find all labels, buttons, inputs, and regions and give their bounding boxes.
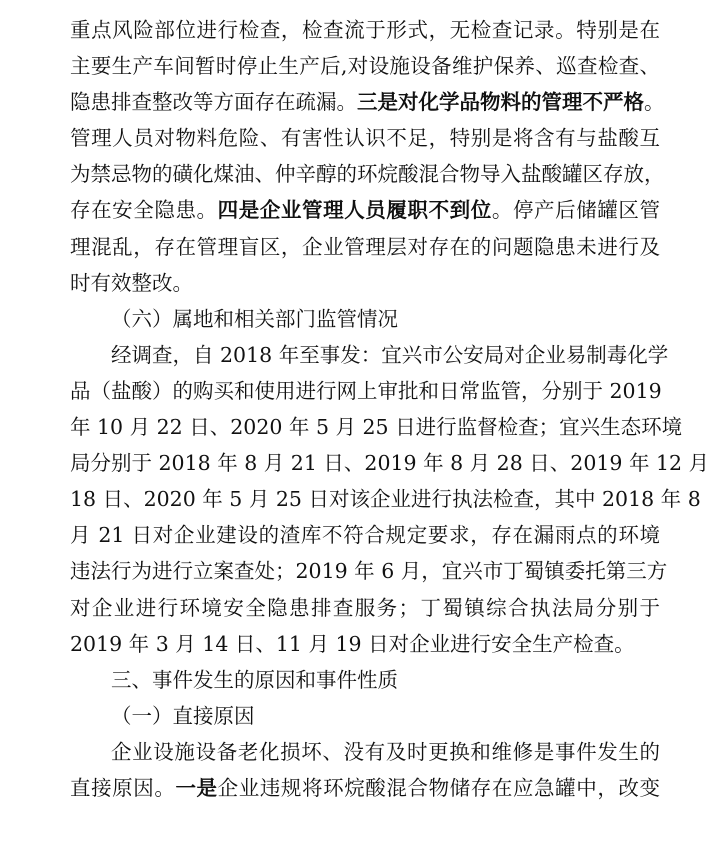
text-segment: 时有效整改。	[70, 270, 193, 295]
text-segment: 品（盐酸）的购买和使用进行网上审批和日常监管，分别于 2019	[70, 378, 662, 403]
text-line	[70, 373, 660, 409]
paragraph-supervision	[70, 337, 710, 662]
bold-point-three: 三是对化学品物料的管理不严格	[357, 90, 644, 115]
text-line	[70, 590, 660, 626]
text-segment: 局分别于 2018 年 8 月 21 日、2019 年 8 月 28 日、2019 年 12 月	[70, 451, 710, 476]
text-line	[70, 770, 660, 806]
section-heading-6	[70, 301, 660, 337]
text-segment: 存在安全隐患。	[70, 198, 218, 223]
bold-point-four: 四是企业管理人员履职不到位	[217, 198, 492, 223]
text-segment: 企业设施设备老化损坏、没有及时更换和维修是事件发生的	[111, 739, 660, 764]
text-segment: 三、事件发生的原因和事件性质	[111, 667, 398, 692]
text-segment: 。停产后储罐区管	[491, 198, 661, 223]
text-line	[70, 626, 660, 662]
text-segment: 经调查，自 2018 年至事发：宜兴市公安局对企业易制毒化学	[111, 342, 669, 367]
text-segment: 企业违规将环烷酸混合物储存在应急罐中，改变	[217, 775, 661, 800]
text-segment: 违法行为进行立案查处；2019 年 6 月，宜兴市丁蜀镇委托第三方	[70, 559, 668, 584]
text-segment: 直接原因。	[70, 775, 176, 800]
text-line	[70, 553, 668, 589]
paragraph-continued	[70, 12, 665, 301]
text-segment: 为禁忌物的磺化煤油、仲辛醇的环烷酸混合物导入盐酸罐区存放，	[70, 162, 665, 187]
text-line	[70, 734, 660, 770]
text-line	[70, 265, 660, 301]
bold-point-one: 一是	[175, 775, 218, 800]
text-line	[70, 409, 683, 445]
document-page	[70, 12, 710, 806]
text-line	[70, 12, 660, 48]
text-line	[70, 48, 660, 84]
text-segment: 月 21 日对企业建设的渣库不符合规定要求，存在漏雨点的环境	[70, 523, 660, 548]
text-line	[70, 337, 669, 373]
text-line	[70, 517, 660, 553]
text-line	[70, 156, 665, 192]
text-segment: 重点风险部位进行检查，检查流于形式，无检查记录。特别是在	[70, 18, 660, 42]
text-segment: 管理人员对物料危险、有害性认识不足，特别是将含有与盐酸互	[70, 126, 660, 151]
paragraph-direct-cause	[70, 734, 660, 806]
text-line	[70, 229, 660, 265]
text-segment: 。	[644, 90, 665, 115]
text-segment: 主要生产车间暂时停止生产后,对设施设备维护保养、巡查检查、	[70, 54, 660, 79]
text-line	[70, 84, 665, 120]
text-line	[70, 445, 710, 481]
text-segment: （六）属地和相关部门监管情况	[111, 306, 398, 331]
text-segment: （一）直接原因	[111, 703, 255, 728]
text-segment: 隐患排查整改等方面存在疏漏。	[70, 90, 357, 115]
text-segment: 理混乱，存在管理盲区，企业管理层对存在的问题隐患未进行及	[70, 234, 660, 259]
text-line	[70, 192, 660, 228]
section-heading-direct-cause	[70, 698, 660, 734]
text-segment: 18 日、2020 年 5 月 25 日对该企业进行执法检查，其中 2018 年 8	[70, 487, 701, 512]
text-segment: 2019 年 3 月 14 日、11 月 19 日对企业进行安全生产检查。	[70, 631, 635, 656]
text-line	[70, 120, 660, 156]
text-segment: 对企业进行环境安全隐患排查服务；丁蜀镇综合执法局分别于	[70, 595, 660, 620]
chapter-heading-3	[70, 662, 660, 698]
text-segment: 年 10 月 22 日、2020 年 5 月 25 日进行监督检查；宜兴生态环境	[70, 415, 683, 440]
text-line	[70, 481, 701, 517]
